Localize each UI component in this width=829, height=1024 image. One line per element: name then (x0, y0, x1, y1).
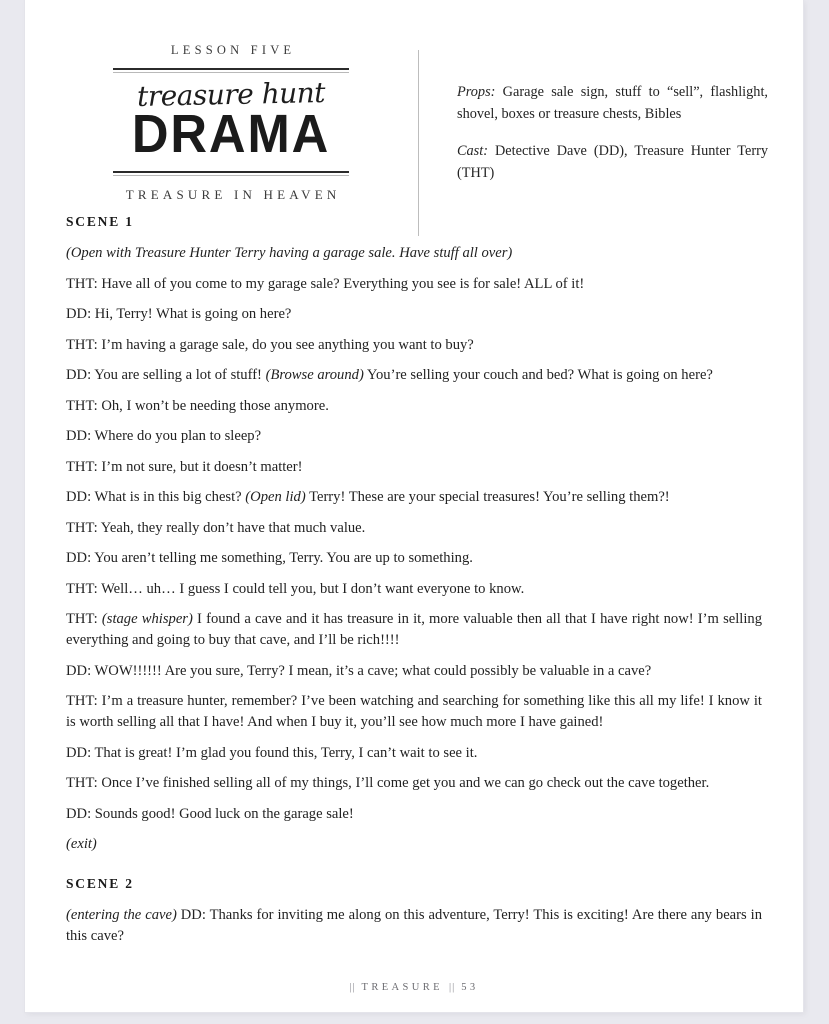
script-body (25, 214, 803, 947)
line-text: DD: That is great! I’m glad you found this, Terry, I can’t wait to see it. (66, 744, 478, 761)
line-text: THT: (66, 611, 102, 627)
stage-direction-inline: (Open lid) (245, 489, 306, 505)
script-subtitle: treasure hunt (136, 75, 326, 113)
props-text: Garage sale sign, stuff to “sell”, flashlight, shovel, boxes or treasure chests, Bibles (457, 84, 768, 122)
line-text: THT: I’m not sure, but it doesn’t matter! (66, 458, 303, 475)
line-text: DD: Sounds good! Good luck on the garage sale! (66, 805, 354, 822)
script-line (66, 773, 762, 794)
scene-2-heading: SCENE 2 (66, 876, 134, 891)
scene-2-lines (66, 905, 762, 947)
stage-direction-inline: (entering the cave) (66, 907, 177, 923)
line-text: DD: Hi, Terry! What is going on here? (66, 306, 292, 322)
rule-thick-line (113, 171, 349, 173)
line-text: DD: You are selling a lot of stuff! (66, 367, 266, 383)
script-line (66, 579, 762, 600)
document-page (25, 0, 803, 1012)
cast-label: Cast: (457, 143, 488, 159)
script-line (66, 518, 762, 539)
rule-thin-line (113, 175, 349, 176)
script-line (66, 396, 762, 417)
script-line (66, 487, 762, 508)
cast-paragraph (457, 140, 768, 184)
page-number: 53 (461, 982, 479, 993)
line-text: I found a cave and it has treasure in it, more valuable then all that I have right now! I’m selling everything and going to buy that cave, and I’ll be rich!!!! (66, 611, 762, 648)
footer-right-bars: || (449, 982, 456, 993)
script-line (66, 274, 762, 295)
script-line (66, 548, 762, 569)
header-rule-bottom (113, 171, 349, 176)
line-text: You’re selling your couch and bed? What is going on here? (363, 367, 713, 383)
script-line (66, 743, 762, 764)
script-line (66, 804, 762, 825)
line-text: DD: Where do you plan to sleep? (66, 428, 262, 444)
script-line (66, 691, 762, 733)
line-text: DD: What is in this big chest? (66, 489, 246, 505)
cast-text: Detective Dave (DD), Treasure Hunter Terry (THT) (457, 143, 768, 181)
lesson-header (25, 0, 803, 202)
lesson-theme-label: TREASURE IN HEAVEN (125, 186, 341, 202)
line-text: DD: Thanks for inviting me along on this adventure, Terry! This is exciting! Are there any bears in this cave? (66, 907, 762, 944)
script-line (66, 426, 762, 447)
page-footer (25, 982, 803, 993)
script-line (66, 304, 762, 325)
footer-book-title: TREASURE (361, 982, 443, 993)
line-text: THT: Well… uh… I guess I could tell you, but I don’t want everyone to know. (66, 580, 525, 597)
stage-direction: (Open with Treasure Hunter Terry having a garage sale. Have stuff all over) (66, 245, 513, 261)
header-rule-top (113, 68, 349, 73)
stage-direction-inline: (Browse around) (265, 367, 364, 383)
page-title: DRAMA (131, 103, 331, 164)
line-text: Terry! These are your special treasures! You’re selling them?! (305, 489, 670, 505)
lesson-title-block (66, 44, 396, 203)
script-line (66, 609, 762, 651)
line-text: THT: Once I’ve finished selling all of my things, I’ll come get you and we can go check out the cave together. (66, 775, 710, 791)
footer-left-bars: || (349, 982, 356, 993)
scene-1-lines (66, 274, 762, 825)
lesson-meta-block (457, 44, 768, 184)
line-text: THT: Yeah, they really don’t have that much value. (66, 519, 366, 536)
props-paragraph (457, 81, 768, 125)
script-line (66, 335, 762, 356)
props-label: Props: (457, 84, 496, 100)
line-text: THT: Oh, I won’t be needing those anymore. (66, 397, 329, 414)
stage-direction-inline: (stage whisper) (101, 611, 193, 627)
script-line (66, 457, 762, 478)
rule-thick-line (113, 68, 349, 70)
stage-direction: (exit) (66, 836, 97, 852)
line-text: THT: I’m having a garage sale, do you see anything you want to buy? (66, 336, 474, 353)
script-line (66, 365, 762, 386)
script-line (66, 661, 762, 682)
header-vertical-divider (418, 50, 419, 236)
line-text: THT: I’m a treasure hunter, remember? I’ve been watching and searching for something like this all my life! I know it is worth selling all that I have! And when I buy it, you’ll see how much more I have gained! (66, 693, 762, 730)
rule-thin-line (113, 72, 349, 73)
line-text: DD: You aren’t telling me something, Terry. You are up to something. (66, 550, 473, 566)
lesson-number-label: LESSON FIVE (170, 43, 296, 57)
line-text: THT: Have all of you come to my garage sale? Everything you see is for sale! ALL of it! (66, 275, 585, 292)
script-line (66, 905, 762, 947)
line-text: DD: WOW!!!!!! Are you sure, Terry? I mean, it’s a cave; what could possibly be valuable in a cave? (66, 662, 652, 679)
scene-1-heading: SCENE 1 (66, 214, 134, 229)
